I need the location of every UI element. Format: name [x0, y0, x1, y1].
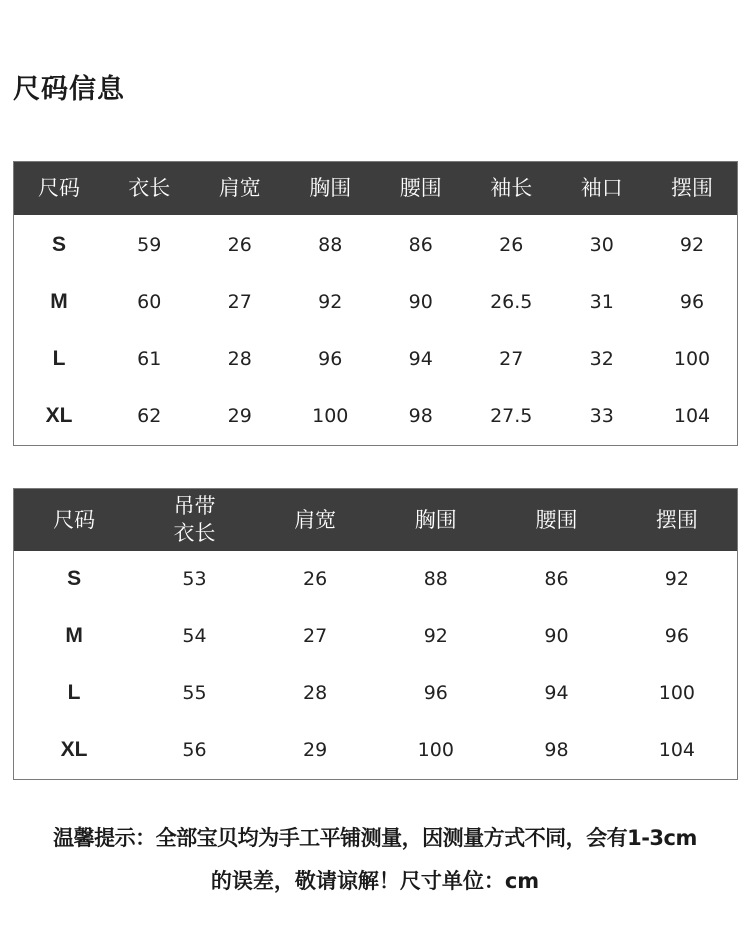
- value-cell: 86: [408, 234, 433, 256]
- measurement-note-line-2: 的误差，敬请谅解！尺寸单位：cm: [210, 869, 540, 893]
- header-camisole-length: [134, 489, 255, 551]
- header-chest: 胸围: [414, 507, 457, 532]
- table-row: [14, 388, 738, 446]
- table-row: [14, 331, 738, 388]
- value-cell: 27.5: [490, 405, 533, 427]
- value-cell: 59: [137, 234, 162, 256]
- size-cell: L: [67, 681, 81, 704]
- value-cell: 29: [227, 405, 252, 427]
- size-table-1: [13, 161, 738, 446]
- value-cell: 32: [589, 348, 614, 370]
- value-cell: 96: [318, 348, 343, 370]
- size-cell: S: [67, 567, 82, 590]
- header-cuff: 袖口: [580, 176, 623, 201]
- table-row: [14, 722, 738, 780]
- size-cell: M: [50, 290, 68, 313]
- value-cell: 92: [679, 234, 705, 256]
- value-cell: 98: [408, 405, 433, 427]
- measurement-note-line-1: 温馨提示：全部宝贝均为手工平铺测量，因测量方式不同，会有1-3cm: [53, 826, 697, 850]
- value-cell: 55: [182, 682, 207, 704]
- table-row: [14, 551, 738, 608]
- value-cell: 27: [227, 291, 252, 313]
- value-cell: 33: [589, 405, 614, 427]
- value-cell: 90: [408, 291, 433, 313]
- table-row: [14, 665, 738, 722]
- size-cell: XL: [45, 404, 73, 427]
- value-cell: 26.5: [490, 291, 533, 313]
- header-chest: 胸围: [309, 176, 352, 201]
- value-cell: 94: [544, 682, 569, 704]
- value-cell: 27: [499, 348, 524, 370]
- value-cell: 104: [673, 405, 711, 427]
- header-shoulder: 肩宽: [294, 507, 337, 532]
- size-cell: M: [65, 624, 83, 647]
- table-row: [14, 608, 738, 665]
- value-cell: 88: [318, 234, 343, 256]
- value-cell: 86: [544, 568, 569, 590]
- header-sleeve-length: 袖长: [490, 176, 533, 201]
- table-row: [14, 215, 738, 274]
- value-cell: 26: [227, 234, 252, 256]
- value-cell: 90: [544, 625, 569, 647]
- value-cell: 92: [664, 568, 689, 590]
- table-header-row: [14, 489, 738, 551]
- size-table-2: [13, 488, 738, 780]
- table-row: [14, 274, 738, 331]
- header-size: 尺码: [53, 507, 96, 532]
- value-cell: 92: [318, 291, 343, 313]
- value-cell: 100: [417, 739, 454, 761]
- header-hem: 摆围: [655, 507, 698, 532]
- size-cell: XL: [60, 738, 88, 761]
- value-cell: 54: [182, 625, 207, 647]
- value-cell: 100: [673, 348, 711, 370]
- value-cell: 96: [423, 682, 448, 704]
- value-cell: 62: [137, 405, 162, 427]
- value-cell: 26: [303, 568, 328, 590]
- value-cell: 53: [182, 568, 207, 590]
- value-cell: 100: [312, 405, 349, 427]
- header-hem: 摆围: [671, 176, 713, 201]
- value-cell: 88: [423, 568, 448, 590]
- header-size: 尺码: [38, 176, 80, 201]
- size-cell: L: [52, 347, 66, 370]
- value-cell: 29: [303, 739, 328, 761]
- size-cell: S: [51, 233, 66, 256]
- value-cell: 60: [137, 291, 162, 313]
- value-cell: 27: [303, 625, 328, 647]
- value-cell: 104: [658, 739, 696, 761]
- value-cell: 26: [499, 234, 524, 256]
- header-waist: 腰围: [399, 176, 442, 201]
- value-cell: 28: [227, 348, 252, 370]
- value-cell: 96: [664, 625, 689, 647]
- value-cell: 96: [679, 291, 705, 313]
- header-waist: 腰围: [535, 507, 578, 532]
- value-cell: 31: [589, 291, 614, 313]
- table-header-row: [14, 162, 738, 215]
- value-cell: 28: [303, 682, 328, 704]
- value-cell: 56: [182, 739, 207, 761]
- value-cell: 100: [658, 682, 696, 704]
- page-title: 尺码信息: [13, 74, 125, 105]
- header-camisole-length-label: 吊带 衣长: [173, 493, 216, 545]
- value-cell: 61: [137, 348, 162, 370]
- value-cell: 98: [544, 739, 569, 761]
- header-length: 衣长: [128, 176, 171, 201]
- value-cell: 30: [589, 234, 614, 256]
- value-cell: 92: [423, 625, 448, 647]
- header-shoulder: 肩宽: [218, 176, 261, 201]
- value-cell: 94: [408, 348, 433, 370]
